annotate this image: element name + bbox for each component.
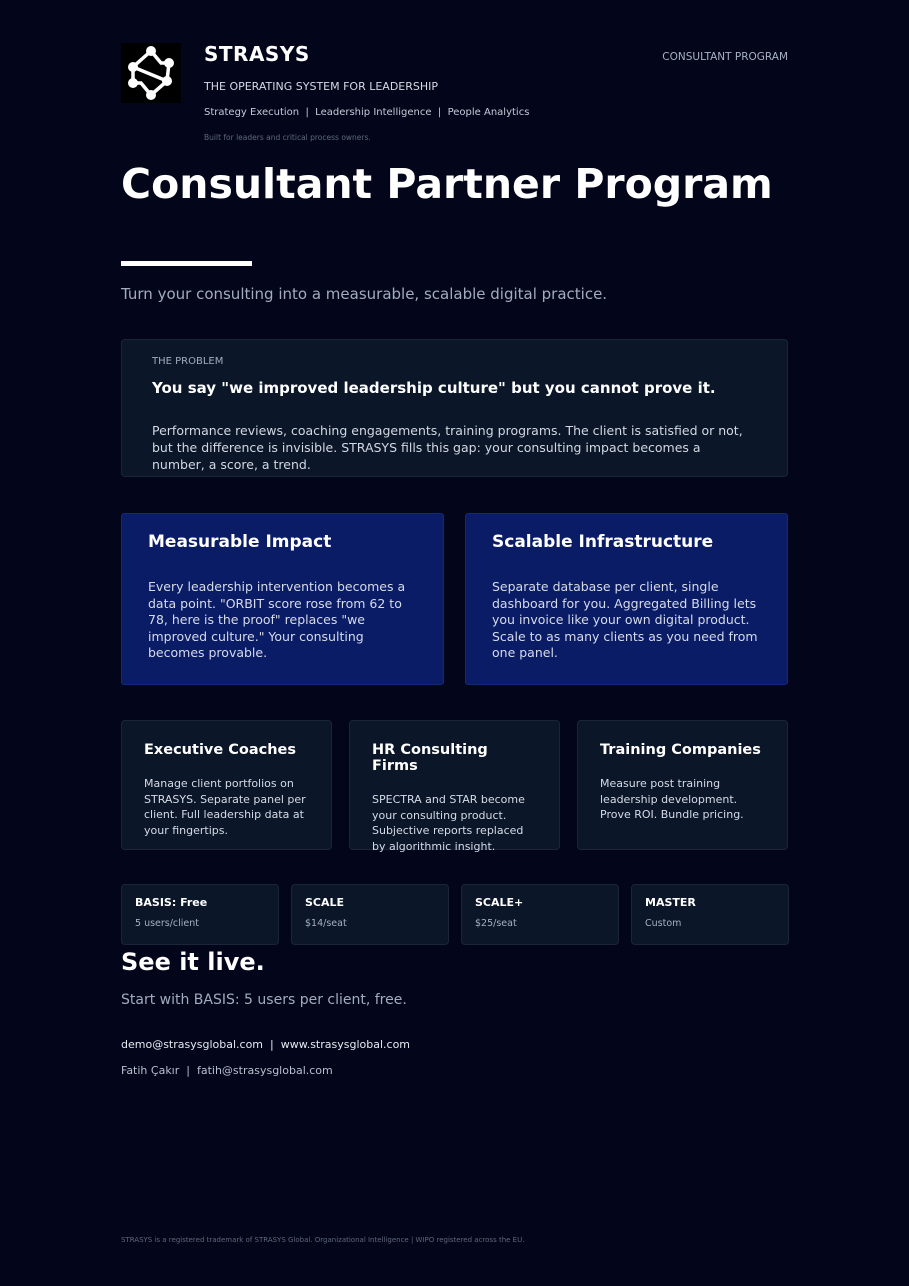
plan-price: 5 users/client [135, 918, 200, 929]
pricing-scale-plus [461, 884, 619, 945]
pricing-basis [121, 884, 279, 945]
pricing-master [631, 884, 789, 945]
cta-subtitle: Start with BASIS: 5 users per client, free. [121, 992, 407, 1008]
feature-body: Every leadership intervention becomes a data point. "ORBIT score rose from 62 to 78, here is the proof" replaces "we improved culture." Your consulting becomes provable. [148, 579, 406, 660]
plan-price: $25/seat [475, 918, 517, 929]
segment-title: HR Consulting Firms [372, 742, 488, 774]
segment-title: Training Companies [600, 742, 761, 758]
program-label: CONSULTANT PROGRAM [662, 51, 788, 63]
contact-name: Fatih Çakır [121, 1064, 180, 1077]
segment-card-training-companies [577, 720, 788, 850]
plan-name: SCALE+ [475, 896, 524, 909]
website-link[interactable]: www.strasysglobal.com [280, 1038, 411, 1051]
segment-card-executive-coaches [121, 720, 332, 850]
pricing-scale [291, 884, 449, 945]
footer-trademark: STRASYS is a registered trademark of STRASYS Global. Organizational Intelligence | WIPO registered across the EU. [121, 1236, 525, 1244]
problem-card [121, 339, 788, 477]
feature-card-scalable-infrastructure [465, 513, 788, 685]
plan-price: $14/seat [305, 918, 347, 929]
problem-quote: You say "we improved leadership culture" but you cannot prove it. [152, 379, 716, 397]
plan-name: SCALE [305, 896, 345, 909]
title-underline [121, 261, 252, 266]
problem-label: THE PROBLEM [152, 356, 224, 367]
contact-line-2: Fatih Çakır | fatih@strasysglobal.com [121, 1064, 333, 1077]
contact-line-1: demo@strasysglobal.com | www.strasysglobal.com [121, 1038, 411, 1051]
segment-title: Executive Coaches [144, 742, 297, 758]
feature-title: Measurable Impact [148, 532, 332, 552]
feature-title: Scalable Infrastructure [492, 532, 714, 552]
segment-body: Measure post training leadership development. Prove ROI. Bundle pricing. [600, 777, 744, 821]
network-s-icon [121, 43, 181, 103]
cta-title: See it live. [121, 948, 265, 976]
demo-email-link[interactable]: demo@strasysglobal.com [121, 1038, 264, 1051]
page-title: Consultant Partner Program [121, 160, 773, 208]
segment-body: SPECTRA and STAR become your consulting product. Subjective reports replaced by algorithmic insight. [372, 793, 525, 853]
contact-email-link[interactable]: fatih@strasysglobal.com [196, 1064, 333, 1077]
plan-name: MASTER [645, 896, 696, 909]
strasys-logo [121, 43, 181, 103]
tagline: THE OPERATING SYSTEM FOR LEADERSHIP [204, 80, 439, 93]
segment-body: Manage client portfolios on STRASYS. Separate panel per client. Full leadership data at your fingertips. [144, 777, 306, 837]
segment-card-hr-consulting [349, 720, 560, 853]
problem-body: Performance reviews, coaching engagements, training programs. The client is satisfied or not, but the difference is invisible. STRASYS fills this gap: your consulting impact becomes a number, a score, a trend. [152, 423, 743, 472]
feature-card-measurable-impact [121, 513, 444, 685]
feature-body: Separate database per client, single dashboard for you. Aggregated Billing lets you invoice like your own digital product. Scale to as many clients as you need from one panel. [492, 579, 758, 660]
plan-name: BASIS: Free [135, 896, 208, 909]
brand-name: STRASYS [204, 42, 310, 66]
page-subtitle: Turn your consulting into a measurable, scalable digital practice. [121, 285, 608, 303]
product-areas: Strategy Execution | Leadership Intelligence | People Analytics [204, 107, 530, 118]
built-for-note: Built for leaders and critical process owners. [204, 133, 371, 142]
plan-price: Custom [645, 918, 682, 929]
